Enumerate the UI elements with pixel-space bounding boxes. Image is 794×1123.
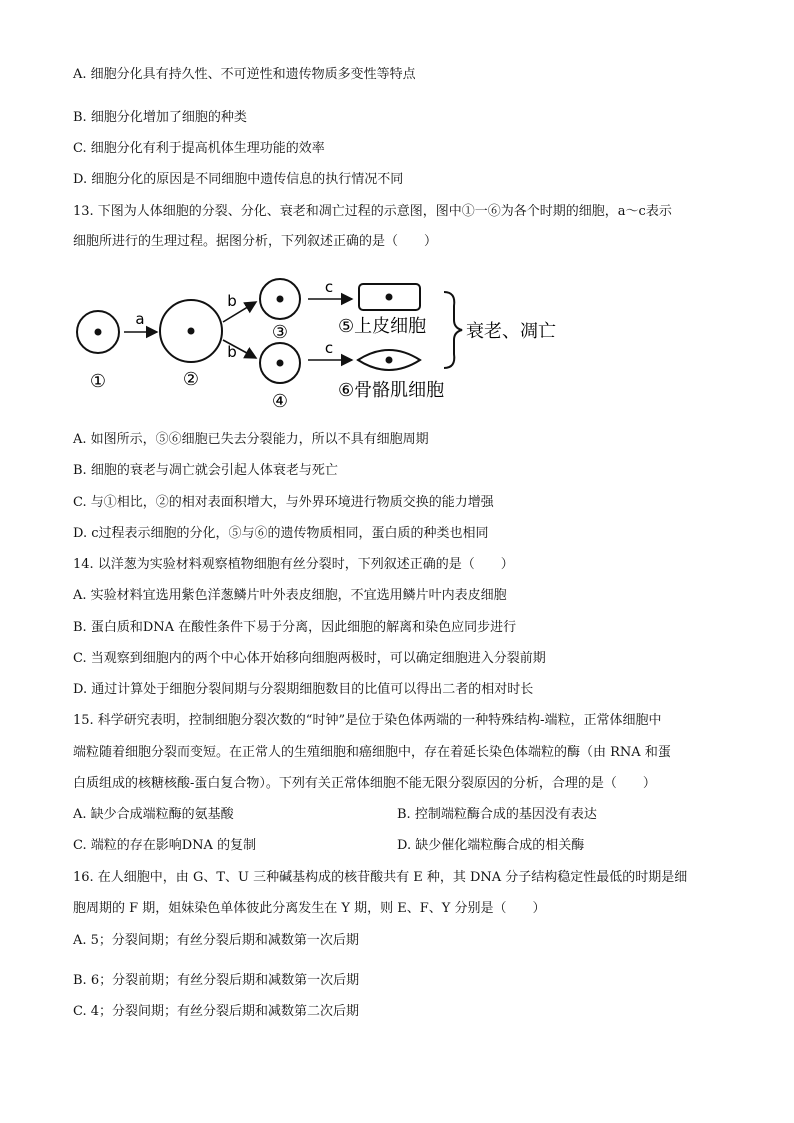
arrow-c-upper-label: c [324, 278, 334, 296]
cell-4-label: ④ [271, 391, 289, 412]
cell-1-label: ① [89, 371, 107, 392]
cell-4 [260, 343, 300, 383]
q16-option-a: A. 5；分裂间期；有丝分裂后期和减数第一次后期 [73, 933, 359, 948]
q13-option-d: D. c过程表示细胞的分化，⑤与⑥的遗传物质相同，蛋白质的种类也相同 [73, 526, 489, 541]
q15-stem-line1: 15. 科学研究表明，控制细胞分裂次数的“时钟”是位于染色体两端的一种特殊结构-端粒，正常体细胞中 [73, 713, 662, 728]
cell-3-label: ③ [271, 322, 289, 343]
q14-option-a: A. 实验材料宜选用紫色洋葱鳞片叶外表皮细胞，不宜选用鳞片叶内表皮细胞 [73, 588, 507, 603]
q15-option-b: B. 控制端粒酶合成的基因没有表达 [397, 807, 597, 822]
q12-option-b: B. 细胞分化增加了细胞的种类 [73, 110, 247, 125]
cell-2-label: ② [182, 369, 200, 390]
q13-option-b: B. 细胞的衰老与凋亡就会引起人体衰老与死亡 [73, 463, 338, 478]
q16-option-b: B. 6；分裂前期；有丝分裂后期和减数第一次后期 [73, 973, 360, 988]
fate-label: 衰老、凋亡 [466, 321, 556, 342]
cell-1 [77, 311, 119, 353]
q15-option-c: C. 端粒的存在影响DNA 的复制 [73, 838, 257, 853]
q13-stem-line1: 13. 下图为人体细胞的分裂、分化、衰老和凋亡过程的示意图，图中①一⑥为各个时期的细胞，a～c表示 [73, 204, 672, 219]
q14-stem: 14. 以洋葱为实验材料观察植物细胞有丝分裂时，下列叙述正确的是（ ） [73, 557, 514, 572]
arrow-a-label: a [135, 310, 145, 328]
q12-option-a: A. 细胞分化具有持久性、不可逆性和遗传物质多变性等特点 [73, 67, 416, 82]
q15-option-d: D. 缺少催化端粒酶合成的相关酶 [397, 838, 585, 853]
q13-option-a: A. 如图所示，⑤⑥细胞已失去分裂能力，所以不具有细胞周期 [73, 432, 429, 447]
q15-stem-line3: 白质组成的核糖核酸-蛋白复合物）。下列有关正常体细胞不能无限分裂原因的分析，合理的是（ ） [73, 776, 656, 791]
q16-option-c: C. 4；分裂间期；有丝分裂后期和减数第二次后期 [73, 1004, 360, 1019]
cell-process-diagram [60, 272, 600, 422]
q13-stem-line2: 细胞所进行的生理过程。据图分析，下列叙述正确的是（ ） [73, 234, 438, 249]
q14-option-c: C. 当观察到细胞内的两个中心体开始移向细胞两极时，可以确定细胞进入分裂前期 [73, 651, 546, 666]
arrow-c-lower-label: c [324, 339, 334, 357]
q13-option-c: C. 与①相比，②的相对表面积增大，与外界环境进行物质交换的能力增强 [73, 495, 494, 510]
q12-option-c: C. 细胞分化有利于提高机体生理功能的效率 [73, 141, 325, 156]
q14-option-d: D. 通过计算处于细胞分裂间期与分裂期细胞数目的比值可以得出二者的相对时长 [73, 682, 534, 697]
arrow-b-upper-label: b [227, 292, 237, 310]
cell-2 [160, 300, 222, 362]
cell-3 [260, 279, 300, 319]
epithelial-cell [359, 284, 420, 310]
epithelial-cell-label: ⑤上皮细胞 [338, 316, 427, 337]
q12-option-d: D. 细胞分化的原因是不同细胞中遗传信息的执行情况不同 [73, 172, 404, 187]
q14-option-b: B. 蛋白质和DNA 在酸性条件下易于分离，因此细胞的解离和染色应同步进行 [73, 620, 517, 635]
q15-stem-line2: 端粒随着细胞分裂而变短。在正常人的生殖细胞和癌细胞中，存在着延长染色体端粒的酶（由 RNA 和蛋 [73, 745, 671, 760]
brace [444, 292, 462, 368]
q16-stem-line2: 胞周期的 F 期，姐妹染色单体彼此分离发生在 Y 期，则 E、F、Y 分别是（ ） [73, 901, 546, 916]
q15-option-a: A. 缺少合成端粒酶的氨基酸 [73, 807, 234, 822]
q16-stem-line1: 16. 在人细胞中，由 G、T、U 三种碱基构成的核苷酸共有 E 种，其 DNA 分子结构稳定性最低的时期是细 [73, 870, 688, 885]
muscle-cell [358, 350, 420, 370]
arrow-b-lower-label: b [227, 343, 237, 361]
muscle-cell-label: ⑥骨骼肌细胞 [338, 380, 445, 401]
